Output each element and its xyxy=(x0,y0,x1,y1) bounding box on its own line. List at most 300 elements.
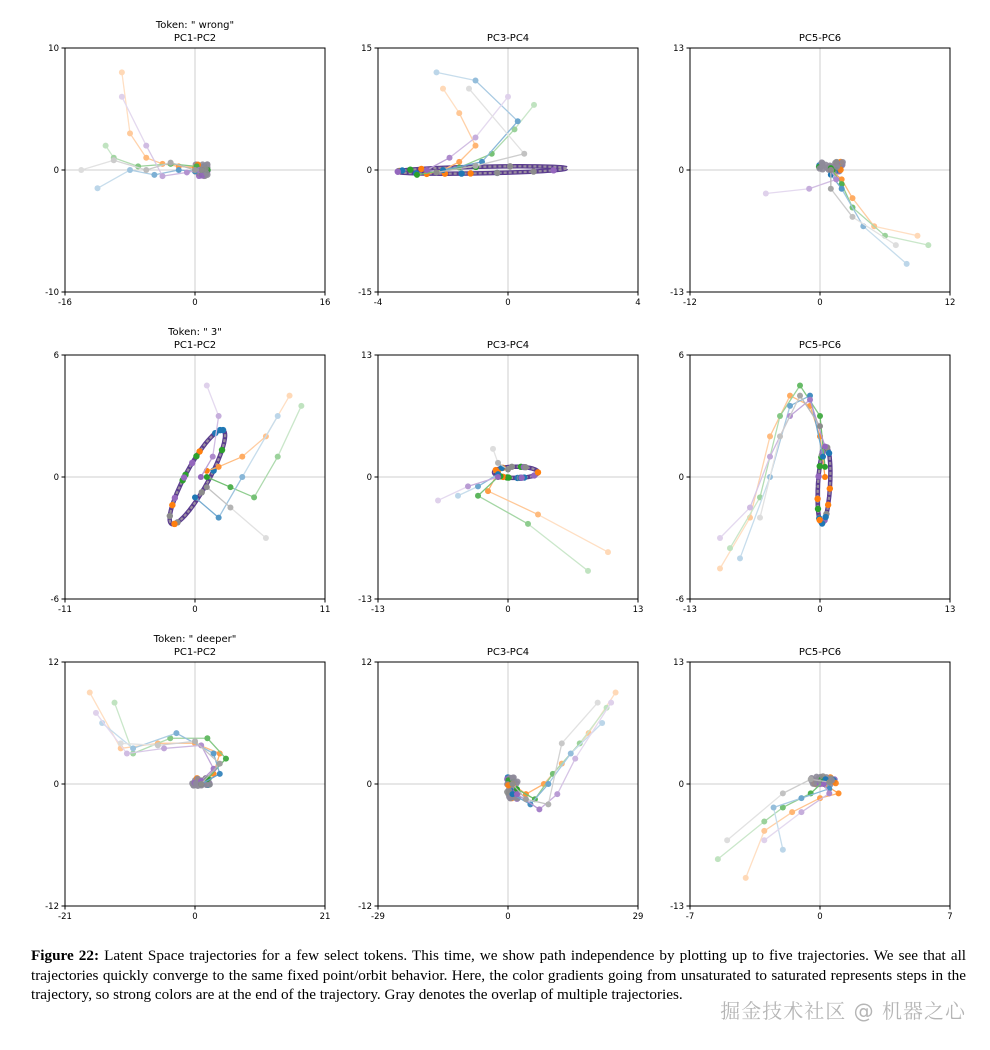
subplot-title: PC3-PC4 xyxy=(486,33,530,44)
trajectory-point xyxy=(192,494,198,500)
trajectory-point xyxy=(724,837,730,843)
trajectory-point xyxy=(850,214,856,220)
orbit-point xyxy=(816,517,822,523)
trajectory-point xyxy=(93,710,99,716)
trajectory-point xyxy=(605,549,611,555)
y-tick-label: -13 xyxy=(358,595,372,605)
trajectory-segment xyxy=(278,406,302,457)
trajectory-segment xyxy=(450,137,476,157)
trajectory-point xyxy=(95,185,101,191)
orbit-point xyxy=(815,473,821,479)
trajectory-point xyxy=(227,505,233,511)
trajectory-point xyxy=(521,151,527,157)
trajectory-point xyxy=(822,464,828,470)
orbit-point xyxy=(220,427,226,433)
trajectory-point xyxy=(767,454,773,460)
y-tick-label: -12 xyxy=(358,902,372,912)
trajectory-segment xyxy=(230,508,265,539)
x-tick-label: -29 xyxy=(371,912,385,922)
trajectory-point xyxy=(455,493,461,499)
trajectory-point xyxy=(263,535,269,541)
trajectory-point xyxy=(822,474,828,480)
trajectory-point xyxy=(435,497,441,503)
trajectory-point xyxy=(251,494,257,500)
trajectory-segment xyxy=(740,477,770,558)
trajectory-point xyxy=(204,383,210,389)
trajectory-point xyxy=(456,159,462,165)
trajectory-point xyxy=(608,700,614,706)
trajectory-point xyxy=(475,493,481,499)
trajectory-point xyxy=(210,454,216,460)
trajectory-point xyxy=(119,69,125,75)
trajectory-segment xyxy=(548,754,570,785)
trajectory-point xyxy=(904,261,910,267)
y-tick-label: 10 xyxy=(48,44,59,54)
orbit-point xyxy=(467,170,473,176)
y-tick-label: -15 xyxy=(358,288,372,298)
trajectory-point xyxy=(777,433,783,439)
subplot-title: PC1-PC2 xyxy=(173,647,217,658)
x-tick-label: -16 xyxy=(58,298,72,308)
y-tick-label: 0 xyxy=(53,780,59,790)
trajectory-point xyxy=(223,756,229,762)
trajectory-point xyxy=(715,856,721,862)
trajectory-point xyxy=(495,474,501,480)
trajectory-point xyxy=(839,186,845,192)
trajectory-point xyxy=(806,186,812,192)
trajectory-point xyxy=(473,163,479,169)
trajectory-segment xyxy=(790,400,810,416)
trajectory-point xyxy=(151,172,157,178)
x-tick-label: -7 xyxy=(685,912,695,922)
subplot-title: PC1-PC2 xyxy=(173,33,217,44)
trajectory-point xyxy=(833,176,839,182)
x-tick-label: -21 xyxy=(58,912,72,922)
subplot-title: PC3-PC4 xyxy=(486,340,530,351)
trajectory-point xyxy=(216,515,222,521)
x-tick-label: 13 xyxy=(632,605,644,615)
y-tick-label: 13 xyxy=(361,351,372,361)
trajectory-point xyxy=(227,484,233,490)
x-tick-label: 16 xyxy=(319,298,331,308)
trajectory-point xyxy=(893,242,899,248)
y-tick-label: 0 xyxy=(678,473,684,483)
trajectory-segment xyxy=(242,416,277,477)
plot-area xyxy=(78,69,210,191)
trajectory-segment xyxy=(575,703,611,759)
x-tick-label: 0 xyxy=(817,298,823,308)
trajectory-segment xyxy=(437,72,476,80)
y-tick-label: 6 xyxy=(678,351,684,361)
fixed-point-marker xyxy=(816,165,822,171)
trajectory-point xyxy=(797,383,803,389)
trajectory-point xyxy=(761,819,767,825)
trajectory-point xyxy=(780,790,786,796)
caption-label: Figure 22: xyxy=(31,947,100,964)
plot-area xyxy=(763,159,932,267)
trajectory-point xyxy=(440,86,446,92)
subplot-title: PC5-PC6 xyxy=(798,647,842,658)
x-tick-label: 21 xyxy=(319,912,331,922)
trajectory-point xyxy=(757,515,763,521)
trajectory-point xyxy=(545,801,551,807)
y-tick-label: 6 xyxy=(53,351,59,361)
orbit-point xyxy=(219,447,225,453)
trajectory-point xyxy=(298,403,304,409)
orbit-point xyxy=(822,514,828,520)
subplot-2-0 xyxy=(45,634,330,922)
trajectory-point xyxy=(817,413,823,419)
trajectory-point xyxy=(176,167,182,173)
plot-area xyxy=(167,383,305,542)
orbit-point xyxy=(458,170,464,176)
plot-area xyxy=(715,773,842,881)
subplot-1-0 xyxy=(51,327,331,615)
subplot-1-1 xyxy=(358,340,643,615)
orbit-point xyxy=(189,460,195,466)
trajectory-point xyxy=(777,413,783,419)
trajectory-point xyxy=(204,735,210,741)
trajectory-point xyxy=(523,796,529,802)
trajectory-segment xyxy=(219,457,243,467)
trajectory-point xyxy=(119,94,125,100)
orbit-point xyxy=(815,506,821,512)
plot-area xyxy=(395,69,567,177)
orbit-point xyxy=(518,475,524,481)
orbit-point xyxy=(826,450,832,456)
trajectory-point xyxy=(727,545,733,551)
trajectory-point xyxy=(826,790,832,796)
orbit-point xyxy=(172,495,178,501)
trajectory-segment xyxy=(774,807,783,849)
trajectory-point xyxy=(525,521,531,527)
trajectory-segment xyxy=(164,745,201,748)
plot-area xyxy=(87,690,229,789)
trajectory-point xyxy=(456,110,462,116)
y-tick-label: 0 xyxy=(678,166,684,176)
trajectory-point xyxy=(173,730,179,736)
x-tick-label: 29 xyxy=(632,912,644,922)
orbit-point xyxy=(817,463,823,469)
trajectory-point xyxy=(505,466,511,472)
trajectory-point xyxy=(199,167,205,173)
trajectory-segment xyxy=(515,105,535,129)
trajectory-point xyxy=(124,751,130,757)
trajectory-point xyxy=(465,483,471,489)
trajectory-point xyxy=(87,690,93,696)
token-title: Token: " deeper" xyxy=(153,634,237,645)
orbit-point xyxy=(530,168,536,174)
x-tick-label: 13 xyxy=(944,605,956,615)
trajectory-segment xyxy=(130,170,154,175)
x-tick-label: 0 xyxy=(817,912,823,922)
trajectory-segment xyxy=(885,236,928,245)
trajectory-segment xyxy=(122,72,130,133)
y-tick-label: -10 xyxy=(45,288,59,298)
trajectory-point xyxy=(239,474,245,480)
trajectory-point xyxy=(509,781,515,787)
trajectory-segment xyxy=(482,121,518,162)
fixed-point-marker xyxy=(833,159,839,165)
trajectory-point xyxy=(763,190,769,196)
trajectory-point xyxy=(807,397,813,403)
x-tick-label: -13 xyxy=(683,605,697,615)
orbit-point xyxy=(505,474,511,480)
trajectory-point xyxy=(204,484,210,490)
trajectory-segment xyxy=(207,477,231,487)
plot-area xyxy=(435,446,611,574)
x-tick-label: -13 xyxy=(371,605,385,615)
trajectory-point xyxy=(585,568,591,574)
trajectory-point xyxy=(559,740,565,746)
trajectory-segment xyxy=(774,798,802,807)
trajectory-segment xyxy=(488,491,538,514)
orbit-point xyxy=(827,485,833,491)
orbit-point xyxy=(167,513,173,519)
trajectory-point xyxy=(826,779,832,785)
y-tick-label: -6 xyxy=(50,595,59,605)
x-tick-label: 0 xyxy=(505,298,511,308)
subplot-0-2 xyxy=(670,33,955,308)
subplot-2-2 xyxy=(670,647,953,922)
orbit-point xyxy=(522,464,528,470)
token-title: Token: " 3" xyxy=(168,327,222,338)
trajectory-point xyxy=(78,167,84,173)
trajectory-point xyxy=(850,195,856,201)
trajectory-point xyxy=(495,460,501,466)
orbit-point xyxy=(193,453,199,459)
y-tick-label: 0 xyxy=(366,473,372,483)
trajectory-segment xyxy=(195,497,219,517)
orbit-point xyxy=(181,474,187,480)
trajectory-point xyxy=(613,690,619,696)
trajectory-point xyxy=(817,423,823,429)
plot-area xyxy=(504,690,619,813)
trajectory-point xyxy=(820,454,826,460)
y-tick-label: 12 xyxy=(48,658,59,668)
trajectory-segment xyxy=(766,189,809,194)
trajectory-point xyxy=(568,751,574,757)
trajectory-point xyxy=(204,474,210,480)
x-tick-label: -4 xyxy=(373,298,383,308)
trajectory-point xyxy=(143,167,149,173)
trajectory-point xyxy=(836,790,842,796)
orbit-point xyxy=(171,521,177,527)
x-tick-label: 12 xyxy=(944,298,956,308)
trajectory-point xyxy=(771,804,777,810)
orbit-point xyxy=(550,167,556,173)
trajectory-point xyxy=(198,781,204,787)
subplot-0-0 xyxy=(45,20,330,308)
caption-text: Latent Space trajectories for a few select tokens. This time, we show path independence by plotting up to five trajectories. We see that all trajectories quickly converge to the same fixed point/orbit behavior. Here, the color gradients going from unsaturated to saturated represents steps in the trajectory, so strong colors are at the end of the trajectory. Gray denotes the overlap of multiple trajectories. xyxy=(31,947,967,1003)
y-tick-label: 12 xyxy=(361,658,372,668)
x-tick-label: 0 xyxy=(192,605,198,615)
trajectory-point xyxy=(127,130,133,136)
trajectory-segment xyxy=(538,515,608,553)
trajectory-point xyxy=(554,791,560,797)
orbit-point xyxy=(199,489,205,495)
trajectory-point xyxy=(828,167,834,173)
orbit-point xyxy=(825,502,831,508)
trajectory-point xyxy=(434,69,440,75)
y-tick-label: 0 xyxy=(366,780,372,790)
trajectory-point xyxy=(545,781,551,787)
trajectory-segment xyxy=(492,129,515,153)
subplot-title: PC5-PC6 xyxy=(798,340,842,351)
y-tick-label: 0 xyxy=(366,166,372,176)
trajectory-segment xyxy=(783,779,811,793)
trajectory-segment xyxy=(853,217,896,245)
trajectory-point xyxy=(915,233,921,239)
trajectory-point xyxy=(216,464,222,470)
trajectory-segment xyxy=(122,97,146,146)
y-tick-label: 13 xyxy=(673,658,684,668)
trajectory-segment xyxy=(764,812,801,840)
orbit-point xyxy=(507,163,513,169)
trajectory-segment xyxy=(746,831,765,878)
trajectory-segment xyxy=(443,89,459,113)
y-tick-label: 13 xyxy=(673,44,684,54)
y-tick-label: 0 xyxy=(53,473,59,483)
fixed-point-marker xyxy=(839,159,845,165)
trajectory-point xyxy=(466,86,472,92)
trajectory-point xyxy=(531,102,537,108)
trajectory-point xyxy=(473,143,479,149)
trajectory-point xyxy=(112,700,118,706)
trajectory-point xyxy=(737,555,743,561)
trajectory-segment xyxy=(874,226,917,235)
trajectory-segment xyxy=(459,113,475,146)
orbit-point xyxy=(535,469,541,475)
trajectory-segment xyxy=(114,158,138,167)
fixed-point-marker xyxy=(819,159,825,165)
trajectory-point xyxy=(434,169,440,175)
trajectory-point xyxy=(275,454,281,460)
trajectory-segment xyxy=(242,436,266,456)
trajectory-segment xyxy=(478,496,528,524)
trajectory-point xyxy=(192,738,198,744)
trajectory-point xyxy=(535,512,541,518)
trajectory-point xyxy=(505,94,511,100)
subplot-title: PC1-PC2 xyxy=(173,340,217,351)
x-tick-label: -12 xyxy=(683,298,697,308)
trajectory-point xyxy=(717,566,723,572)
trajectory-point xyxy=(155,742,161,748)
y-tick-label: -13 xyxy=(670,288,684,298)
trajectory-point xyxy=(536,806,542,812)
watermark: 掘金技术社区 @ 机器之心 xyxy=(720,999,966,1023)
trajectory-segment xyxy=(96,713,127,754)
trajectory-point xyxy=(925,242,931,248)
trajectory-point xyxy=(161,745,167,751)
trajectory-point xyxy=(822,444,828,450)
trajectory-segment xyxy=(207,487,231,507)
x-tick-label: 0 xyxy=(192,298,198,308)
y-tick-label: 15 xyxy=(361,44,372,54)
trajectory-point xyxy=(168,160,174,166)
trajectory-point xyxy=(184,169,190,175)
trajectory-point xyxy=(143,143,149,149)
trajectory-point xyxy=(473,134,479,140)
trajectory-point xyxy=(217,771,223,777)
x-tick-label: 0 xyxy=(192,912,198,922)
x-tick-label: 4 xyxy=(635,298,641,308)
trajectory-point xyxy=(130,745,136,751)
trajectory-point xyxy=(424,167,430,173)
trajectory-point xyxy=(103,143,109,149)
x-tick-label: 11 xyxy=(319,605,331,615)
x-tick-label: 7 xyxy=(947,912,953,922)
trajectory-segment xyxy=(98,170,131,188)
trajectory-point xyxy=(743,875,749,881)
trajectory-point xyxy=(572,756,578,762)
y-tick-label: -12 xyxy=(45,902,59,912)
trajectory-point xyxy=(780,847,786,853)
trajectory-point xyxy=(717,535,723,541)
x-tick-label: -11 xyxy=(58,605,72,615)
y-tick-label: -6 xyxy=(675,595,684,605)
y-tick-label: 0 xyxy=(53,166,59,176)
trajectory-point xyxy=(798,795,804,801)
trajectory-segment xyxy=(476,81,518,122)
trajectory-point xyxy=(789,809,795,815)
trajectory-point xyxy=(111,157,117,163)
trajectory-point xyxy=(239,454,245,460)
trajectory-point xyxy=(287,393,293,399)
orbit-point xyxy=(418,166,424,172)
trajectory-point xyxy=(595,700,601,706)
trajectory-point xyxy=(198,474,204,480)
trajectory-point xyxy=(447,155,453,161)
orbit-point xyxy=(407,166,413,172)
trajectory-point xyxy=(808,776,814,782)
trajectory-point xyxy=(160,173,166,179)
subplot-title: PC3-PC4 xyxy=(486,647,530,658)
trajectory-point xyxy=(761,837,767,843)
trajectory-point xyxy=(216,413,222,419)
trajectory-segment xyxy=(562,703,598,744)
trajectory-point xyxy=(127,167,133,173)
trajectory-point xyxy=(118,740,124,746)
orbit-point xyxy=(494,170,500,176)
trajectory-point xyxy=(747,505,753,511)
orbit-point xyxy=(814,496,820,502)
y-tick-label: -13 xyxy=(670,902,684,912)
orbit-point xyxy=(169,502,175,508)
trajectory-segment xyxy=(81,160,114,170)
trajectory-point xyxy=(217,761,223,767)
trajectory-point xyxy=(414,172,420,178)
trajectory-segment xyxy=(207,386,219,417)
trajectory-point xyxy=(473,78,479,84)
trajectory-point xyxy=(798,809,804,815)
token-title: Token: " wrong" xyxy=(155,20,235,31)
subplot-0-1 xyxy=(358,33,641,308)
y-tick-label: 0 xyxy=(678,780,684,790)
x-tick-label: 0 xyxy=(817,605,823,615)
trajectory-point xyxy=(828,186,834,192)
subplot-title: PC5-PC6 xyxy=(798,33,842,44)
trajectory-segment xyxy=(528,524,588,571)
trajectory-point xyxy=(761,828,767,834)
subplot-1-2 xyxy=(676,340,956,615)
trajectory-point xyxy=(797,393,803,399)
trajectory-point xyxy=(787,403,793,409)
trajectory-point xyxy=(143,155,149,161)
trajectory-point xyxy=(192,167,198,173)
trajectory-point xyxy=(275,413,281,419)
trajectory-point xyxy=(490,446,496,452)
